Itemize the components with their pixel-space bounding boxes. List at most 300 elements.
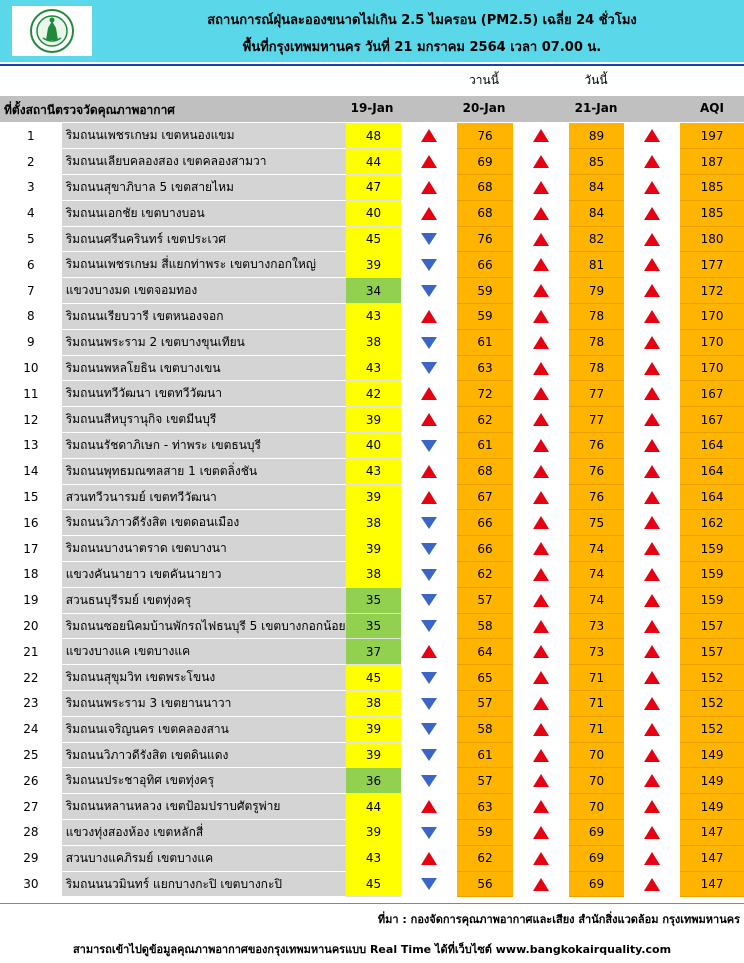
arrow-up-icon <box>532 541 550 556</box>
column-header-20jan: 20-Jan <box>462 101 506 115</box>
pm25-21jan: 70 <box>569 742 625 768</box>
pm25-21jan: 84 <box>569 175 625 201</box>
trend-19jan <box>401 768 457 794</box>
arrow-down-icon <box>420 516 438 530</box>
table-row <box>0 587 744 613</box>
station-number: 7 <box>0 278 62 304</box>
station-location: ริมถนนสุขาภิบาล 5 เขตสายไหม <box>62 175 346 201</box>
arrow-down-icon <box>420 258 438 272</box>
pm25-20jan: 62 <box>457 407 513 433</box>
arrow-up-icon <box>643 361 661 376</box>
source-note: ที่มา : กองจัดการคุณภาพอากาศและเสียง สำนักสิ่งแวดล้อม กรุงเทพมหานคร <box>377 913 740 926</box>
arrow-up-icon <box>532 567 550 582</box>
trend-20jan <box>513 587 569 613</box>
trend-20jan <box>513 329 569 355</box>
aqi-value: 170 <box>680 304 744 330</box>
trend-21jan <box>624 484 680 510</box>
arrow-up-icon <box>643 386 661 401</box>
arrow-up-icon <box>643 748 661 763</box>
pm25-20jan: 59 <box>457 278 513 304</box>
pm25-21jan: 70 <box>569 794 625 820</box>
station-number: 1 <box>0 123 62 149</box>
station-location: ริมถนนเรียบวารี เขตหนองจอก <box>62 304 346 330</box>
pm25-19jan: 39 <box>346 407 402 433</box>
table-row <box>0 226 744 252</box>
trend-21jan <box>624 407 680 433</box>
table-row <box>0 123 744 149</box>
trend-21jan <box>624 768 680 794</box>
trend-21jan <box>624 613 680 639</box>
pm25-19jan: 36 <box>346 768 402 794</box>
trend-20jan <box>513 665 569 691</box>
station-number: 12 <box>0 407 62 433</box>
pm25-19jan: 39 <box>346 484 402 510</box>
pm25-21jan: 77 <box>569 381 625 407</box>
table-row <box>0 742 744 768</box>
trend-19jan <box>401 845 457 871</box>
trend-19jan <box>401 149 457 175</box>
pm25-21jan: 85 <box>569 149 625 175</box>
pm25-19jan: 39 <box>346 742 402 768</box>
logo <box>12 6 92 56</box>
column-header-location: ที่ตั้งสถานีตรวจวัดคุณภาพอากาศ <box>4 103 175 117</box>
pm25-20jan: 76 <box>457 226 513 252</box>
trend-21jan <box>624 510 680 536</box>
aqi-value: 167 <box>680 381 744 407</box>
trend-21jan <box>624 149 680 175</box>
trend-19jan <box>401 200 457 226</box>
arrow-up-icon <box>643 722 661 737</box>
trend-20jan <box>513 742 569 768</box>
aqi-value: 167 <box>680 407 744 433</box>
aqi-value: 159 <box>680 562 744 588</box>
pm25-21jan: 78 <box>569 355 625 381</box>
trend-21jan <box>624 871 680 897</box>
pm25-21jan: 77 <box>569 407 625 433</box>
station-number: 11 <box>0 381 62 407</box>
aqi-value: 170 <box>680 355 744 381</box>
pm25-21jan: 81 <box>569 252 625 278</box>
arrow-down-icon <box>420 568 438 582</box>
trend-21jan <box>624 304 680 330</box>
station-location: ริมถนนซอยนิคมบ้านพักรถไฟธนบุรี 5 เขตบางกอกน้อย <box>62 613 346 639</box>
arrow-up-icon <box>643 490 661 505</box>
aqi-value: 185 <box>680 200 744 226</box>
trend-20jan <box>513 278 569 304</box>
pm25-19jan: 45 <box>346 226 402 252</box>
column-header-19jan: 19-Jan <box>350 101 394 115</box>
pm25-21jan: 75 <box>569 510 625 536</box>
aqi-value: 147 <box>680 820 744 846</box>
pm25-21jan: 73 <box>569 613 625 639</box>
pm25-21jan: 82 <box>569 226 625 252</box>
pm25-20jan: 61 <box>457 329 513 355</box>
pm25-19jan: 45 <box>346 665 402 691</box>
arrow-up-icon <box>420 386 438 401</box>
arrow-up-icon <box>643 257 661 272</box>
pm25-21jan: 76 <box>569 458 625 484</box>
aqi-value: 177 <box>680 252 744 278</box>
arrow-up-icon <box>532 361 550 376</box>
arrow-up-icon <box>643 773 661 788</box>
arrow-up-icon <box>532 644 550 659</box>
pm25-19jan: 44 <box>346 794 402 820</box>
pm25-20jan: 66 <box>457 252 513 278</box>
arrow-up-icon <box>532 180 550 195</box>
pm25-21jan: 71 <box>569 691 625 717</box>
arrow-up-icon <box>420 490 438 505</box>
station-location: แขวงบางมด เขตจอมทอง <box>62 278 346 304</box>
pm25-21jan: 69 <box>569 820 625 846</box>
arrow-up-icon <box>532 206 550 221</box>
station-location: ริมถนนพหลโยธิน เขตบางเขน <box>62 355 346 381</box>
pm25-20jan: 58 <box>457 613 513 639</box>
aqi-value: 152 <box>680 716 744 742</box>
pm25-19jan: 43 <box>346 458 402 484</box>
pm25-20jan: 63 <box>457 355 513 381</box>
arrow-up-icon <box>532 464 550 479</box>
station-location: แขวงทุ่งสองห้อง เขตหลักสี่ <box>62 820 346 846</box>
station-location: ริมถนนหลานหลวง เขตป้อมปราบศัตรูพ่าย <box>62 794 346 820</box>
arrow-up-icon <box>532 619 550 634</box>
table-row <box>0 871 744 897</box>
table-row <box>0 329 744 355</box>
station-number: 26 <box>0 768 62 794</box>
pm25-19jan: 48 <box>346 123 402 149</box>
arrow-up-icon <box>420 799 438 814</box>
pm25-19jan: 43 <box>346 355 402 381</box>
trend-21jan <box>624 562 680 588</box>
trend-20jan <box>513 252 569 278</box>
trend-19jan <box>401 355 457 381</box>
arrow-down-icon <box>420 697 438 711</box>
pm25-20jan: 72 <box>457 381 513 407</box>
aqi-value: 185 <box>680 175 744 201</box>
bangkok-seal-icon <box>29 8 75 54</box>
arrow-down-icon <box>420 774 438 788</box>
arrow-down-icon <box>420 542 438 556</box>
column-header-aqi: AQI <box>700 101 724 115</box>
arrow-up-icon <box>532 335 550 350</box>
pm25-20jan: 59 <box>457 820 513 846</box>
arrow-up-icon <box>420 412 438 427</box>
arrow-down-icon <box>420 877 438 891</box>
arrow-up-icon <box>643 464 661 479</box>
arrow-down-icon <box>420 593 438 607</box>
trend-20jan <box>513 639 569 665</box>
pm25-19jan: 39 <box>346 716 402 742</box>
table-row <box>0 768 744 794</box>
arrow-up-icon <box>643 438 661 453</box>
trend-20jan <box>513 562 569 588</box>
pm25-19jan: 39 <box>346 536 402 562</box>
arrow-up-icon <box>532 825 550 840</box>
trend-20jan <box>513 691 569 717</box>
pm25-21jan: 74 <box>569 587 625 613</box>
pm25-20jan: 62 <box>457 562 513 588</box>
station-number: 6 <box>0 252 62 278</box>
arrow-up-icon <box>643 232 661 247</box>
aqi-value: 149 <box>680 742 744 768</box>
trend-19jan <box>401 716 457 742</box>
table-row <box>0 691 744 717</box>
trend-20jan <box>513 794 569 820</box>
arrow-up-icon <box>643 799 661 814</box>
trend-19jan <box>401 175 457 201</box>
trend-20jan <box>513 613 569 639</box>
arrow-up-icon <box>643 696 661 711</box>
trend-19jan <box>401 871 457 897</box>
aqi-value: 152 <box>680 691 744 717</box>
station-location: ริมถนนเลียบคลองสอง เขตคลองสามวา <box>62 149 346 175</box>
arrow-up-icon <box>643 619 661 634</box>
trend-21jan <box>624 742 680 768</box>
trend-21jan <box>624 381 680 407</box>
today-label: วันนี้ <box>584 73 608 87</box>
arrow-up-icon <box>420 644 438 659</box>
pm25-19jan: 44 <box>346 149 402 175</box>
trend-21jan <box>624 845 680 871</box>
arrow-up-icon <box>420 464 438 479</box>
arrow-up-icon <box>420 154 438 169</box>
trend-20jan <box>513 381 569 407</box>
pm25-20jan: 57 <box>457 691 513 717</box>
station-location: ริมถนนบางนาตราด เขตบางนา <box>62 536 346 562</box>
arrow-up-icon <box>532 412 550 427</box>
arrow-up-icon <box>532 257 550 272</box>
table-row <box>0 820 744 846</box>
trend-20jan <box>513 123 569 149</box>
station-number: 30 <box>0 871 62 897</box>
station-location: ริมถนนพระราม 2 เขตบางขุนเทียน <box>62 329 346 355</box>
aqi-value: 197 <box>680 123 744 149</box>
pm25-21jan: 84 <box>569 200 625 226</box>
station-location: ริมถนนพุทธมณฑลสาย 1 เขตตลิ่งชัน <box>62 458 346 484</box>
arrow-up-icon <box>532 515 550 530</box>
arrow-up-icon <box>643 825 661 840</box>
arrow-up-icon <box>532 877 550 892</box>
trend-19jan <box>401 226 457 252</box>
arrow-up-icon <box>420 309 438 324</box>
aqi-value: 159 <box>680 587 744 613</box>
station-number: 23 <box>0 691 62 717</box>
arrow-down-icon <box>420 361 438 375</box>
aqi-value: 180 <box>680 226 744 252</box>
station-number: 5 <box>0 226 62 252</box>
pm25-19jan: 42 <box>346 381 402 407</box>
table-row <box>0 484 744 510</box>
pm25-20jan: 61 <box>457 742 513 768</box>
pm25-20jan: 69 <box>457 149 513 175</box>
trend-19jan <box>401 433 457 459</box>
trend-20jan <box>513 871 569 897</box>
station-location: ริมถนนเอกชัย เขตบางบอน <box>62 200 346 226</box>
trend-20jan <box>513 716 569 742</box>
arrow-down-icon <box>420 748 438 762</box>
pm25-19jan: 39 <box>346 820 402 846</box>
station-location: ริมถนนทวีวัฒนา เขตทวีวัฒนา <box>62 381 346 407</box>
trend-21jan <box>624 536 680 562</box>
table-row <box>0 304 744 330</box>
pm25-21jan: 74 <box>569 536 625 562</box>
arrow-up-icon <box>532 438 550 453</box>
station-location: ริมถนนสีหบุรานุกิจ เขตมีนบุรี <box>62 407 346 433</box>
trend-19jan <box>401 665 457 691</box>
pm25-21jan: 89 <box>569 123 625 149</box>
station-location: ริมถนนเพชรเกษม สี่แยกท่าพระ เขตบางกอกใหญ่ <box>62 252 346 278</box>
pm25-20jan: 68 <box>457 175 513 201</box>
arrow-up-icon <box>643 541 661 556</box>
pm25-19jan: 43 <box>346 845 402 871</box>
trend-20jan <box>513 433 569 459</box>
station-number: 3 <box>0 175 62 201</box>
arrow-down-icon <box>420 722 438 736</box>
trend-21jan <box>624 691 680 717</box>
trend-19jan <box>401 820 457 846</box>
station-location: แขวงคันนายาว เขตคันนายาว <box>62 562 346 588</box>
trend-20jan <box>513 484 569 510</box>
table-row <box>0 665 744 691</box>
trend-19jan <box>401 613 457 639</box>
trend-19jan <box>401 794 457 820</box>
trend-20jan <box>513 200 569 226</box>
trend-21jan <box>624 716 680 742</box>
table-row <box>0 355 744 381</box>
trend-20jan <box>513 510 569 536</box>
pm25-20jan: 66 <box>457 536 513 562</box>
trend-21jan <box>624 200 680 226</box>
pm25-21jan: 73 <box>569 639 625 665</box>
station-location: สวนทวีวนารมย์ เขตทวีวัฒนา <box>62 484 346 510</box>
yesterday-label: วานนี้ <box>469 73 499 87</box>
arrow-up-icon <box>532 670 550 685</box>
arrow-up-icon <box>643 644 661 659</box>
pm25-21jan: 74 <box>569 562 625 588</box>
station-location: ริมถนนศรีนครินทร์ เขตประเวศ <box>62 226 346 252</box>
trend-21jan <box>624 639 680 665</box>
pm25-20jan: 61 <box>457 433 513 459</box>
arrow-down-icon <box>420 336 438 350</box>
trend-20jan <box>513 458 569 484</box>
station-number: 18 <box>0 562 62 588</box>
table-row <box>0 458 744 484</box>
arrow-up-icon <box>643 180 661 195</box>
page-title: สถานการณ์ฝุ่นละอองขนาดไม่เกิน 2.5 ไมครอน (PM2.5) เฉลี่ย 24 ชั่วโมง <box>207 13 637 28</box>
trend-19jan <box>401 484 457 510</box>
trend-19jan <box>401 458 457 484</box>
trend-21jan <box>624 226 680 252</box>
station-location: ริมถนนวิภาวดีรังสิต เขตดอนเมือง <box>62 510 346 536</box>
trend-19jan <box>401 329 457 355</box>
trend-21jan <box>624 820 680 846</box>
pm25-19jan: 40 <box>346 433 402 459</box>
arrow-up-icon <box>643 567 661 582</box>
pm25-20jan: 68 <box>457 200 513 226</box>
trend-19jan <box>401 691 457 717</box>
trend-19jan <box>401 536 457 562</box>
station-location: ริมถนนรัชดาภิเษก - ท่าพระ เขตธนบุรี <box>62 433 346 459</box>
aqi-value: 159 <box>680 536 744 562</box>
trend-19jan <box>401 742 457 768</box>
pm25-19jan: 34 <box>346 278 402 304</box>
pm25-20jan: 56 <box>457 871 513 897</box>
arrow-up-icon <box>643 593 661 608</box>
table-row <box>0 845 744 871</box>
trend-20jan <box>513 304 569 330</box>
table-row <box>0 175 744 201</box>
arrow-down-icon <box>420 671 438 685</box>
arrow-up-icon <box>532 386 550 401</box>
trend-20jan <box>513 407 569 433</box>
station-number: 10 <box>0 355 62 381</box>
pm25-20jan: 59 <box>457 304 513 330</box>
station-number: 28 <box>0 820 62 846</box>
trend-21jan <box>624 278 680 304</box>
table-row <box>0 252 744 278</box>
pm25-20jan: 58 <box>457 716 513 742</box>
trend-19jan <box>401 407 457 433</box>
arrow-down-icon <box>420 439 438 453</box>
station-number: 25 <box>0 742 62 768</box>
divider <box>0 903 744 904</box>
arrow-up-icon <box>643 515 661 530</box>
table-row <box>0 639 744 665</box>
page-header <box>0 0 744 62</box>
pm25-19jan: 47 <box>346 175 402 201</box>
table-row <box>0 149 744 175</box>
station-number: 29 <box>0 845 62 871</box>
station-location: ริมถนนวิภาวดีรังสิต เขตดินแดง <box>62 742 346 768</box>
trend-21jan <box>624 665 680 691</box>
station-number: 22 <box>0 665 62 691</box>
aqi-value: 149 <box>680 768 744 794</box>
aqi-value: 157 <box>680 639 744 665</box>
aqi-value: 170 <box>680 329 744 355</box>
arrow-down-icon <box>420 826 438 840</box>
arrow-up-icon <box>643 283 661 298</box>
pm25-19jan: 38 <box>346 562 402 588</box>
table-row <box>0 794 744 820</box>
pm25-20jan: 66 <box>457 510 513 536</box>
trend-20jan <box>513 845 569 871</box>
arrow-up-icon <box>532 722 550 737</box>
table-row <box>0 200 744 226</box>
trend-19jan <box>401 639 457 665</box>
trend-21jan <box>624 329 680 355</box>
arrow-up-icon <box>532 851 550 866</box>
pm25-21jan: 78 <box>569 329 625 355</box>
pm25-19jan: 35 <box>346 613 402 639</box>
station-number: 19 <box>0 587 62 613</box>
station-number: 27 <box>0 794 62 820</box>
aqi-value: 164 <box>680 433 744 459</box>
table-row <box>0 536 744 562</box>
trend-21jan <box>624 175 680 201</box>
realtime-note: สามารถเข้าไปดูข้อมูลคุณภาพอากาศของกรุงเทพมหานครแบบ Real Time ได้ที่เว็บไซต์ www.bangkokairquality.com <box>72 943 672 956</box>
pm25-21jan: 71 <box>569 665 625 691</box>
pm25-21jan: 69 <box>569 845 625 871</box>
pm25-19jan: 35 <box>346 587 402 613</box>
pm25-20jan: 57 <box>457 768 513 794</box>
column-header-21jan: 21-Jan <box>574 101 618 115</box>
trend-20jan <box>513 226 569 252</box>
table-row <box>0 613 744 639</box>
page-subtitle: พื้นที่กรุงเทพมหานคร วันที่ 21 มกราคม 2564 เวลา 07.00 น. <box>242 40 602 55</box>
pm25-21jan: 69 <box>569 871 625 897</box>
arrow-up-icon <box>643 412 661 427</box>
station-number: 8 <box>0 304 62 330</box>
pm25-21jan: 71 <box>569 716 625 742</box>
